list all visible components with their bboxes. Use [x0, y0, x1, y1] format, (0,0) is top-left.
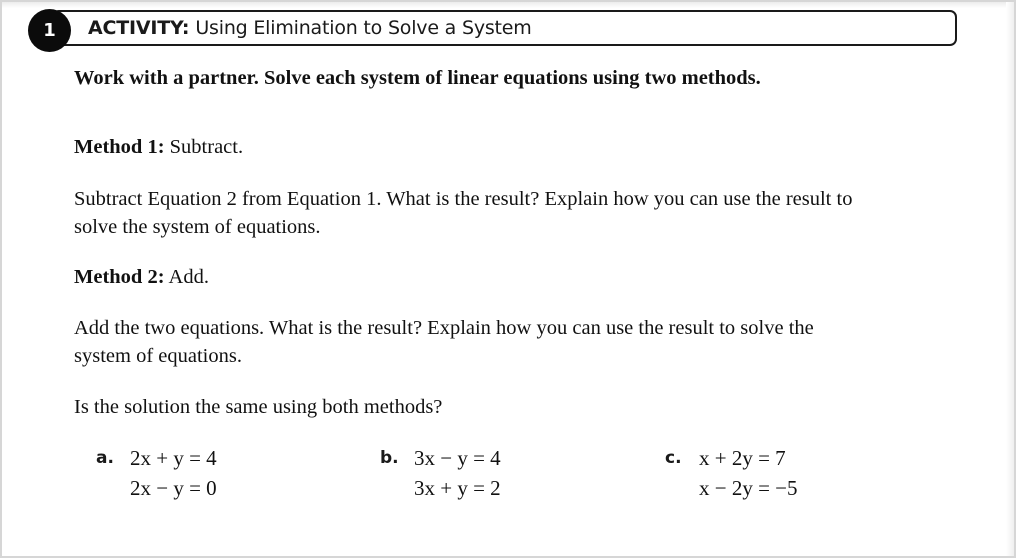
problem-c	[665, 443, 798, 503]
equation-2: 3x + y = 2	[414, 476, 501, 500]
activity-number-badge	[28, 9, 71, 52]
equation-1: 2x + y = 4	[130, 446, 217, 470]
problem-letter: a.	[96, 448, 114, 468]
equation-1: 3x − y = 4	[414, 446, 501, 470]
heading-text	[88, 17, 532, 39]
intro-instructions: Work with a partner. Solve each system of linear equations using two methods.	[74, 67, 761, 89]
activity-number: 1	[43, 20, 56, 41]
method-1-description: Subtract Equation 2 from Equation 1. What is the result? Explain how you can use the result to solve the system of equations.	[74, 188, 853, 238]
problem-b	[380, 443, 501, 503]
activity-heading	[52, 10, 957, 46]
method-2-label: Method 2:	[74, 266, 165, 288]
equation-2: x − 2y = −5	[699, 476, 798, 500]
equation-1: x + 2y = 7	[699, 446, 786, 470]
equation-2: 2x − y = 0	[130, 476, 217, 500]
problem-letter: c.	[665, 448, 682, 468]
method-1-heading	[74, 133, 243, 161]
equation-system	[130, 443, 217, 503]
heading-label: ACTIVITY:	[88, 17, 190, 39]
comparison-question: Is the solution the same using both methods?	[74, 396, 443, 418]
heading-title: Using Elimination to Solve a System	[195, 17, 532, 39]
problem-a	[96, 443, 217, 503]
method-2-name: Add.	[168, 266, 209, 288]
method-1-name: Subtract.	[169, 136, 244, 158]
method-1-label: Method 1:	[74, 136, 165, 158]
method-2-description: Add the two equations. What is the result? Explain how you can use the result to solve the system of equations.	[74, 317, 814, 367]
problem-letter: b.	[380, 448, 399, 468]
equation-system	[699, 443, 798, 503]
method-2-heading	[74, 263, 209, 291]
equation-system	[414, 443, 501, 503]
